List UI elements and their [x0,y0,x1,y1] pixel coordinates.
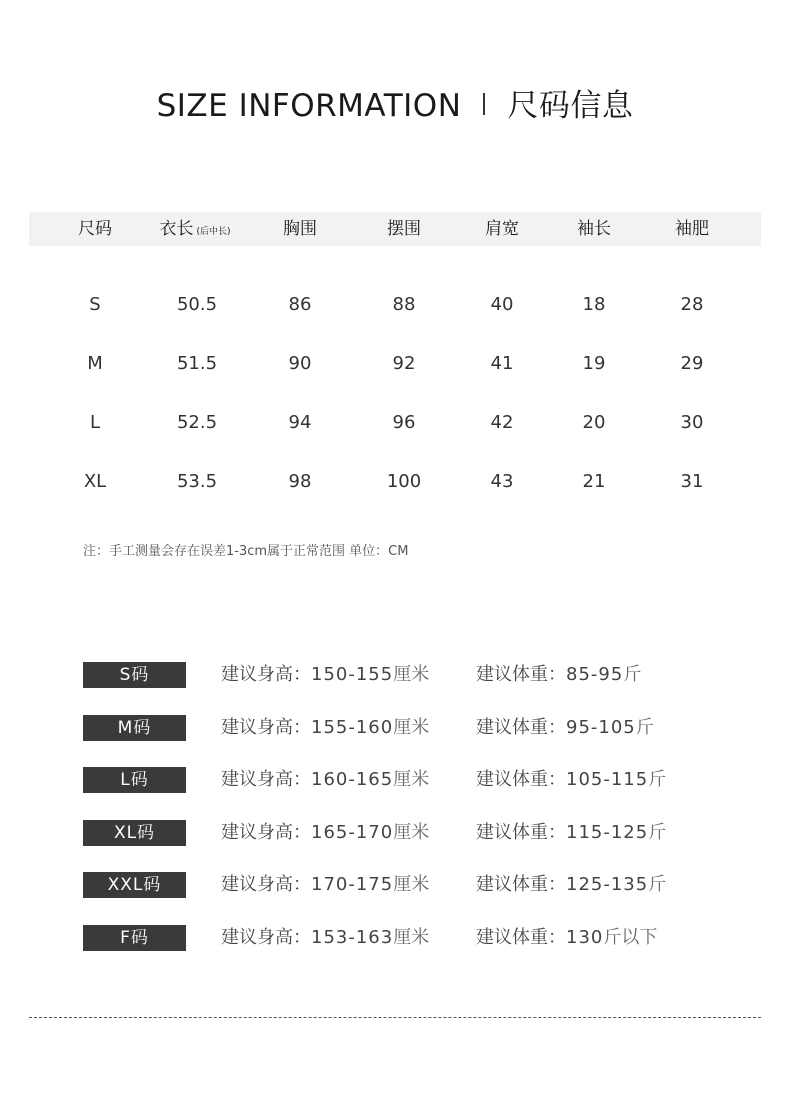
header-cell-hem: 摆围 [387,219,421,239]
table-row [29,305,761,374]
dashed-divider [29,1017,761,1018]
size-badge: L码 [83,767,186,793]
cell-sleeve-length: 18 [582,294,606,315]
header-cell-shoulder: 肩宽 [485,219,519,239]
header-cell-length: 衣长 (后中长) [159,219,231,239]
cell-hem: 100 [386,471,422,492]
table-row [29,246,761,315]
recommended-height: 建议身高：153-163厘米 [221,926,430,948]
cell-shoulder: 40 [490,294,514,315]
page-title [0,80,790,125]
cell-size: XL [83,471,107,492]
size-table [29,212,761,492]
header-cell-chest: 胸围 [283,219,317,239]
cell-sleeve-length: 21 [582,471,606,492]
cell-length: 53.5 [176,471,218,492]
cell-shoulder: 42 [490,412,514,433]
list-item [83,662,703,715]
cell-size: L [89,412,101,433]
cell-sleeve-width: 29 [680,353,704,374]
recommended-weight: 建议体重：125-135斤 [476,874,667,896]
size-badge: XL码 [83,820,186,846]
measurement-note: 注：手工测量会存在误差1-3cm属于正常范围 单位：CM [83,544,409,559]
cell-hem: 96 [392,412,416,433]
cell-size: M [87,353,103,374]
list-item [83,872,703,925]
cell-sleeve-width: 28 [680,294,704,315]
cell-chest: 94 [288,412,312,433]
recommended-height: 建议身高：170-175厘米 [221,874,430,896]
cell-chest: 90 [288,353,312,374]
cell-shoulder: 43 [490,471,514,492]
list-item [83,715,703,768]
cell-sleeve-length: 20 [582,412,606,433]
list-item [83,820,703,873]
cell-shoulder: 41 [490,353,514,374]
recommended-weight: 建议体重：95-105斤 [476,716,654,738]
table-row [29,423,761,492]
size-badge: S码 [83,662,186,688]
cell-chest: 86 [288,294,312,315]
cell-sleeve-width: 31 [680,471,704,492]
recommended-height: 建议身高：160-165厘米 [221,769,430,791]
table-header [29,212,761,246]
recommended-height: 建议身高：165-170厘米 [221,821,430,843]
cell-length: 52.5 [176,412,218,433]
cell-size: S [89,294,101,315]
cell-sleeve-length: 19 [582,353,606,374]
recommended-weight: 建议体重：85-95斤 [476,664,642,685]
cell-hem: 88 [392,294,416,315]
title-divider [483,93,485,115]
size-badge: XXL码 [83,872,186,898]
recommended-weight: 建议体重：130斤以下 [476,926,658,948]
table-row [29,364,761,433]
recommended-height: 建议身高：150-155厘米 [221,664,430,685]
title-english: SIZE INFORMATION [156,88,462,124]
recommended-height: 建议身高：155-160厘米 [221,716,430,738]
size-badge: M码 [83,715,186,741]
recommended-weight: 建议体重：115-125斤 [476,821,667,843]
cell-chest: 98 [288,471,312,492]
header-cell-size: 尺码 [78,219,112,239]
cell-sleeve-width: 30 [680,412,704,433]
cell-hem: 92 [392,353,416,374]
size-badge: F码 [83,925,186,951]
size-recommendation-list [83,662,703,978]
list-item [83,925,703,978]
header-cell-sleeve-length: 袖长 [577,219,611,239]
cell-length: 50.5 [176,294,218,315]
header-cell-length-sub: (后中长) [196,227,231,237]
recommended-weight: 建议体重：105-115斤 [476,769,667,791]
header-cell-sleeve-width: 袖肥 [675,219,709,239]
cell-length: 51.5 [176,353,218,374]
title-chinese: 尺码信息 [507,88,634,124]
list-item [83,767,703,820]
